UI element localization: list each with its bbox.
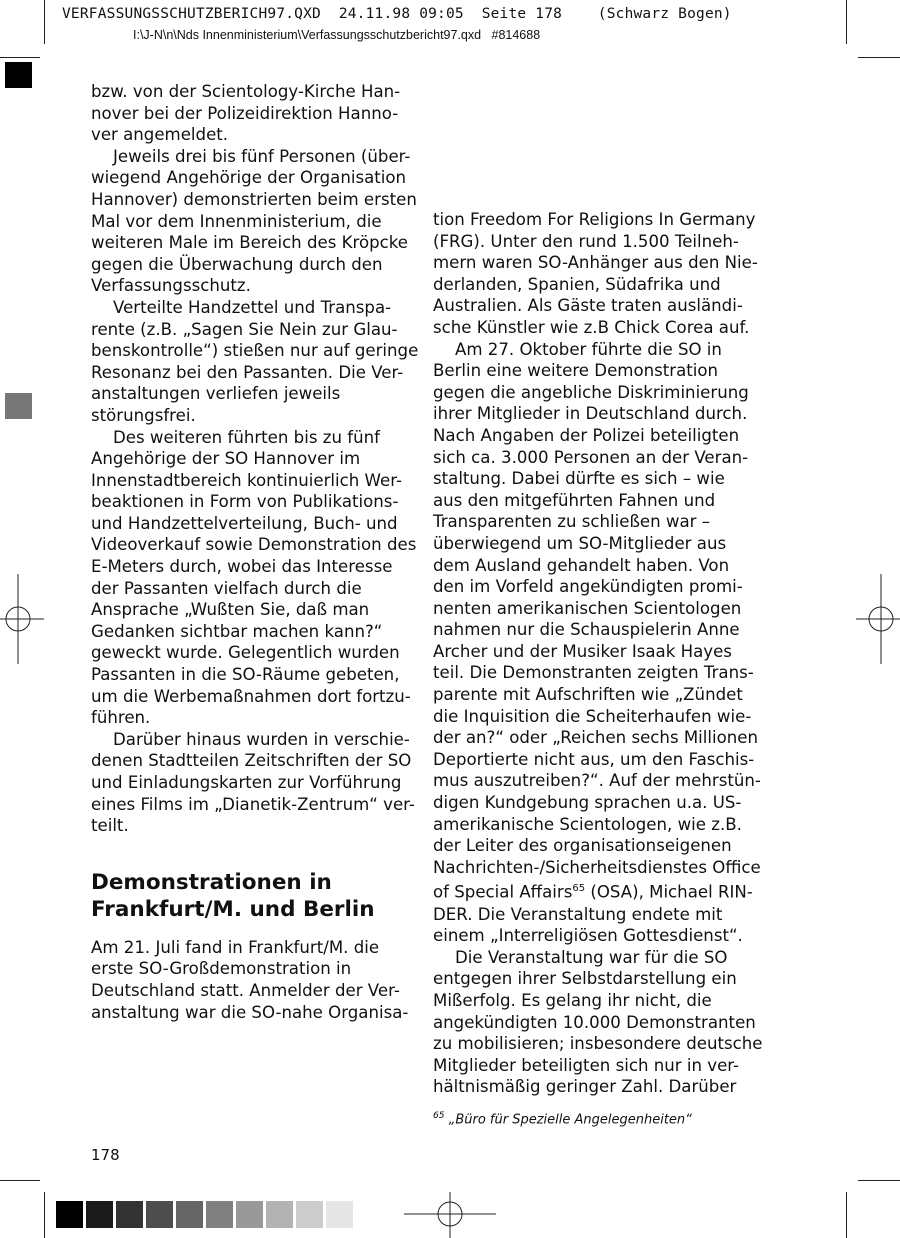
text-line: angekündigten 10.000 Demonstranten: [433, 1012, 756, 1032]
greyscale-swatch: [296, 1201, 323, 1228]
crop-mark-bottom-right-h: [858, 1180, 900, 1181]
footnote: [433, 1111, 692, 1127]
file-path-header: I:\J-N\n\Nds Innenministerium\Verfassungsschutzbericht97.qxd #814688: [133, 28, 541, 42]
text-line: Die Veranstaltung war für die SO: [455, 947, 728, 967]
text-line: Innenstadtbereich kontinuierlich Wer-: [91, 470, 402, 490]
paragraph: [91, 146, 417, 297]
footnote-number: 65: [433, 1111, 445, 1121]
text-line: Hannover) demonstrierten beim ersten: [91, 189, 417, 209]
text-line: Jeweils drei bis fünf Personen (über-: [113, 146, 411, 166]
text-line: [433, 878, 753, 903]
text-line: denen Stadtteilen Zeitschriften der SO: [91, 751, 412, 771]
text-line: und Einladungskarten zur Vorführung: [91, 773, 402, 792]
text-line: um die Werbemaßnahmen dort fortzu-: [91, 686, 411, 706]
text-line: einem „Interreligiösen Gottesdienst“.: [433, 926, 743, 946]
text-line: erste SO-Großdemonstration in: [91, 959, 352, 979]
text-line: Nach Angaben der Polizei beteiligten: [433, 425, 740, 445]
text-line: Angehörige der SO Hannover im: [91, 449, 361, 469]
text-line: überwiegend um SO-Mitglieder aus: [433, 533, 727, 553]
text-line: Darüber hinaus wurden in verschie-: [113, 729, 410, 749]
greyscale-swatch: [146, 1201, 173, 1228]
text-line: digen Kundgebung sprachen u.a. US-: [433, 793, 742, 813]
text-line: zu mobilisieren; insbesondere deutsche: [433, 1034, 763, 1054]
paragraph: [433, 209, 758, 339]
heading-line: Frankfurt/M. und Berlin: [91, 897, 375, 923]
paragraph: [91, 297, 419, 427]
text-line: sich ca. 3.000 Personen an der Veran-: [433, 447, 749, 467]
crop-mark-bottom-left: [44, 1192, 45, 1238]
text-line: Mal vor dem Innenministerium, die: [91, 211, 382, 231]
text-line: führen.: [91, 708, 151, 728]
text-line: Australien. Als Gäste traten ausländi-: [433, 296, 743, 316]
crop-mark-top-left-h: [0, 57, 40, 58]
text-line: Mißerfolg. Es gelang ihr nicht, die: [433, 990, 712, 1010]
greyscale-swatch: [326, 1201, 353, 1228]
text-line: E-Meters durch, wobei das Interesse: [91, 557, 393, 577]
text-line: Videoverkauf sowie Demonstration des: [91, 535, 417, 555]
text-line: benskontrolle“) stießen nur auf geringe: [91, 341, 419, 361]
section-heading: [91, 869, 403, 924]
osa-text-before: of Special Affairs: [433, 882, 573, 902]
text-line: sche Künstler wie z.B Chick Corea auf.: [433, 317, 750, 337]
text-line: der an?“ oder „Reichen sechs Millionen: [433, 728, 759, 748]
greyscale-swatch: [116, 1201, 143, 1228]
text-line: Resonanz bei den Passanten. Die Ver-: [91, 362, 404, 382]
page-number: 178: [91, 1146, 120, 1164]
text-line: Verteilte Handzettel und Transpa-: [113, 297, 392, 317]
text-line: Archer und der Musiker Isaak Hayes: [433, 641, 732, 661]
paragraph: [433, 339, 761, 947]
footnote-text: „Büro für Spezielle Angelegenheiten“: [448, 1112, 692, 1128]
registration-mark-bottom-icon: [404, 1192, 496, 1238]
text-line: Des weiteren führten bis zu fünf: [113, 427, 380, 447]
text-line: Gedanken sichtbar machen kann?“: [91, 621, 383, 641]
crop-mark-bottom-left-h: [0, 1180, 40, 1181]
heading-line: Demonstrationen in: [91, 869, 332, 895]
greyscale-swatch: [176, 1201, 203, 1228]
text-line: gegen die Überwachung durch den: [91, 254, 383, 274]
text-line: Passanten in die SO-Räume gebeten,: [91, 665, 400, 685]
text-line: amerikanische Scientologen, wie z.B.: [433, 814, 742, 834]
footnote-reference: 65: [572, 883, 586, 895]
text-line: (FRG). Unter den rund 1.500 Teilneh-: [433, 231, 739, 251]
text-line: geweckt wurde. Gelegentlich wurden: [91, 643, 400, 663]
text-line: nenten amerikanischen Scientologen: [433, 598, 742, 618]
text-line: der Passanten vielfach durch die: [91, 578, 362, 598]
registration-mark-right-icon: [856, 574, 900, 664]
text-line: Transparenten zu schließen war –: [433, 512, 711, 532]
text-line: teil. Die Demonstranten zeigten Trans-: [433, 663, 754, 683]
text-line: und Handzettelverteilung, Buch- und: [91, 513, 398, 533]
text-line: beaktionen in Form von Publikations-: [91, 492, 399, 512]
text-line: mus auszutreiben?“. Auf der mehrstün-: [433, 771, 761, 791]
text-line: rente (z.B. „Sagen Sie Nein zur Glau-: [91, 319, 398, 339]
text-line: nahmen nur die Schauspielerin Anne: [433, 620, 740, 640]
text-line: Verfassungsschutz.: [91, 276, 251, 296]
paragraph: [433, 947, 763, 1098]
corner-registration-square: [5, 62, 32, 88]
file-slug-header: VERFASSUNGSSCHUTZBERICH97.QXD 24.11.98 09:05 Seite 178 (Schwarz Bogen): [62, 6, 732, 22]
left-text-column: [91, 81, 419, 1023]
greyscale-swatch: [206, 1201, 233, 1228]
crop-mark-top-right-h: [858, 57, 900, 58]
greyscale-swatch: [266, 1201, 293, 1228]
text-line: die Inquisition die Scheiterhaufen wie-: [433, 706, 752, 726]
text-line: Am 27. Oktober führte die SO in: [455, 339, 722, 359]
crop-mark-top-left: [44, 0, 45, 44]
text-line: derlanden, Spanien, Südafrika und: [433, 274, 721, 294]
text-line: teilt.: [91, 816, 129, 836]
text-line: mern waren SO-Anhänger aus den Nie-: [433, 253, 758, 273]
text-line: eines Films im „Dianetik-Zentrum“ ver-: [91, 794, 415, 814]
text-line: DER. Die Veranstaltung endete mit: [433, 904, 723, 924]
registration-mark-left-icon: [0, 574, 44, 664]
paragraph: [91, 81, 403, 146]
greyscale-swatch: [236, 1201, 263, 1228]
text-line: Mitglieder beteiligten sich nur in ver-: [433, 1055, 740, 1075]
text-line: Deportierte nicht aus, um den Faschis-: [433, 749, 755, 769]
right-text-column: [433, 209, 763, 1098]
paragraph: [91, 937, 409, 1023]
text-line: ihrer Mitglieder in Deutschland durch.: [433, 404, 748, 424]
text-line: störungsfrei.: [91, 405, 196, 425]
text-line: Ansprache „Wußten Sie, daß man: [91, 600, 370, 620]
side-tab-marker: [5, 393, 32, 419]
text-line: parente mit Aufschriften wie „Zündet: [433, 685, 743, 705]
greyscale-swatch: [56, 1201, 83, 1228]
text-line: Nachrichten-/Sicherheitsdienstes Office: [433, 857, 761, 877]
paragraph: [91, 729, 415, 837]
crop-mark-top-right: [846, 0, 847, 44]
text-line: der Leiter des organisationseigenen: [433, 836, 732, 856]
text-line: anstaltung war die SO-nahe Organisa-: [91, 1002, 409, 1022]
text-line: tion Freedom For Religions In Germany: [433, 210, 756, 229]
paragraph: [91, 427, 417, 729]
text-line: den im Vorfeld angekündigten promi-: [433, 577, 743, 597]
text-line: dem Ausland gehandelt haben. Von: [433, 555, 730, 575]
text-line: weiteren Male im Bereich des Kröpcke: [91, 233, 409, 253]
text-line: staltung. Dabei dürfte es sich – wie: [433, 469, 725, 489]
text-line: wiegend Angehörige der Organisation: [91, 168, 407, 188]
text-line: Berlin eine weitere Demonstration: [433, 361, 719, 381]
text-line: ver angemeldet.: [91, 125, 229, 145]
text-line: aus den mitgeführten Fahnen und: [433, 490, 716, 510]
text-line: Deutschland statt. Anmelder der Ver-: [91, 980, 400, 1000]
greyscale-swatch: [86, 1201, 113, 1228]
crop-mark-bottom-right: [846, 1192, 847, 1238]
text-line: Am 21. Juli fand in Frankfurt/M. die: [91, 937, 380, 957]
text-line: hältnismäßig geringer Zahl. Darüber: [433, 1077, 737, 1097]
text-line: bzw. von der Scientology-Kirche Han-: [91, 82, 401, 101]
text-line: nover bei der Polizeidirektion Hanno-: [91, 103, 399, 123]
text-line: anstaltungen verliefen jeweils: [91, 384, 341, 404]
osa-text-after: (OSA), Michael RIN-: [585, 882, 753, 902]
text-line: entgegen ihrer Selbstdarstellung ein: [433, 969, 737, 989]
text-line: gegen die angebliche Diskriminierung: [433, 382, 749, 402]
